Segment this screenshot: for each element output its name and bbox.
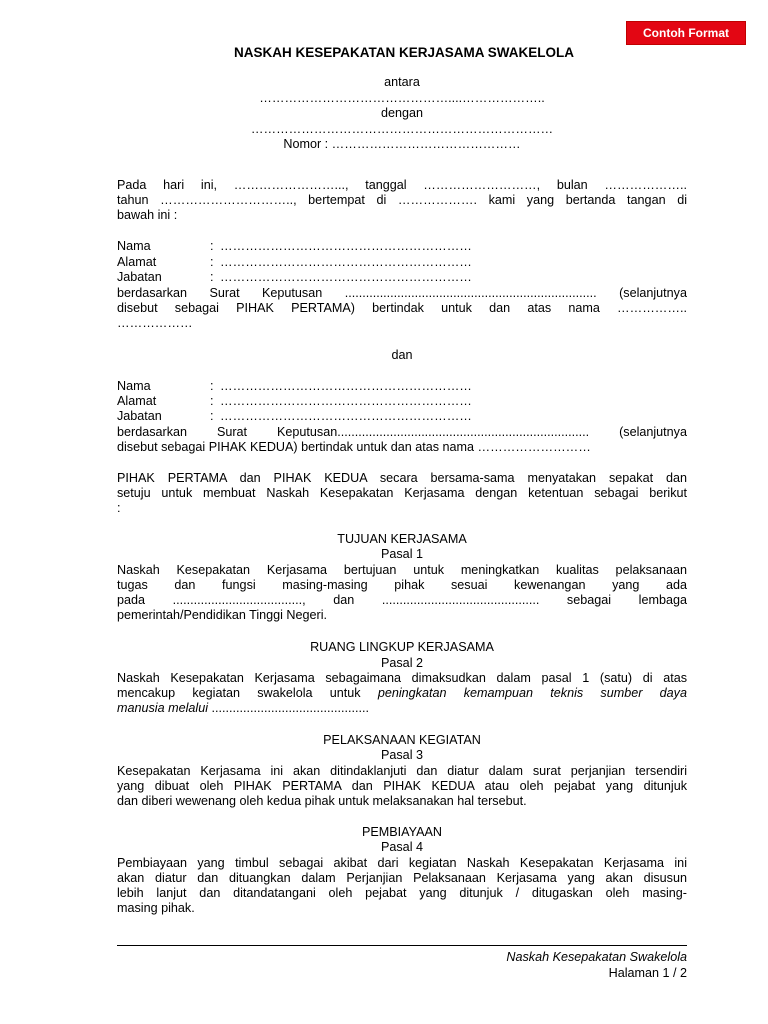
- party1-line: ………………: [117, 316, 193, 330]
- italic-text: peningkatan kemampuan teknis sumber daya: [377, 686, 687, 700]
- party2-jabatan-field: Jabatan : ……………………………………………………: [117, 409, 472, 423]
- party2-line: berdasarkan Surat Keputusan........................................................................ (selanjutnya: [117, 425, 687, 439]
- field-value: ……………………………………………………: [220, 255, 472, 269]
- party1-line: berdasarkan Surat Keputusan ........................................................................ (selanjutnya: [117, 286, 687, 300]
- field-label: Nama: [117, 379, 151, 393]
- body-text: mencakup kegiatan swakelola untuk: [117, 686, 378, 700]
- body-line: Pembiayaan yang timbul sebagai akibat dari kegiatan Naskah Kesepakatan Kerjasama ini: [117, 856, 687, 870]
- party1-paragraph: [117, 286, 687, 331]
- body-line: yang dibuat oleh PIHAK PERTAMA dan PIHAK KEDUA atau oleh pejabat yang ditunjuk: [117, 779, 687, 793]
- opening-paragraph: [117, 178, 687, 223]
- party2-nama-field: Nama : ……………………………………………………: [117, 379, 472, 393]
- party1-nama-field: Nama : ……………………………………………………: [117, 239, 472, 253]
- field-label: Nama: [117, 239, 151, 253]
- document-title: NASKAH KESEPAKATAN KERJASAMA SWAKELOLA: [233, 45, 574, 60]
- footer-divider: [117, 945, 687, 946]
- agreement-line: :: [117, 501, 121, 515]
- agreement-line: PIHAK PERTAMA dan PIHAK KEDUA secara bersama-sama menyatakan sepakat dan: [117, 471, 687, 485]
- pasal-label: Pasal 1: [380, 547, 423, 561]
- body-line: tugas dan fungsi masing-masing pihak sesuai kewenangan yang ada: [117, 578, 687, 592]
- party-one-blank: ………………………………………....………………..: [259, 91, 545, 105]
- body-line: pada ....................................., dan ............................................. sebagai lembaga: [117, 593, 687, 607]
- pasal-1-body: [117, 563, 687, 623]
- field-value: ……………………………………………………: [220, 409, 472, 423]
- body-line: dan diberi wewenang oleh kedua pihak untuk melaksanakan hal tersebut.: [117, 794, 527, 808]
- party2-line: disebut sebagai PIHAK KEDUA) bertindak untuk dan atas nama ………………………: [117, 440, 591, 454]
- opening-line: Pada hari ini, ……………………..., tanggal ………………………, bulan ………………..: [117, 178, 687, 192]
- section-heading: PEMBIAYAAN: [361, 825, 442, 839]
- party1-jabatan-field: Jabatan : ……………………………………………………: [117, 270, 472, 284]
- agreement-line: setuju untuk membuat Naskah Kesepakatan Kerjasama dengan ketentuan sebagai berikut: [117, 486, 687, 500]
- body-line: Naskah Kesepakatan Kerjasama bertujuan untuk meningkatkan kualitas pelaksanaan: [117, 563, 687, 577]
- field-label: Jabatan: [117, 409, 162, 423]
- section-heading: PELAKSANAAN KEGIATAN: [323, 733, 481, 747]
- body-line: [117, 686, 687, 701]
- pasal-2-body: [117, 671, 687, 716]
- party2-paragraph: [117, 425, 687, 455]
- agreement-paragraph: [117, 471, 687, 516]
- body-line: [117, 701, 687, 716]
- body-line: Kesepakatan Kerjasama ini akan ditindaklanjuti dan diatur dalam surat perjanjian tersendiri: [117, 764, 687, 778]
- body-line: akan diatur dan dituangkan dalam Perjanjian Pelaksanaan Kerjasama yang akan disusun: [117, 871, 687, 885]
- field-label: Alamat: [117, 394, 157, 408]
- body-line: Naskah Kesepakatan Kerjasama sebagaimana dimaksudkan dalam pasal 1 (satu) di atas: [117, 671, 687, 685]
- antara-text: antara: [384, 75, 420, 89]
- opening-line: tahun ………………………….., bertempat di ………………. kami yang bertanda tangan di: [117, 193, 687, 207]
- section-heading: RUANG LINGKUP KERJASAMA: [310, 640, 494, 654]
- section-heading: TUJUAN KERJASAMA: [337, 532, 467, 546]
- pasal-3-body: [117, 764, 687, 809]
- body-line: lebih lanjut dan ditandatangani oleh pejabat yang ditunjuk / ditugaskan oleh masing-: [117, 886, 687, 900]
- party1-line: disebut sebagai PIHAK PERTAMA) bertindak untuk dan atas nama ……………..: [117, 301, 687, 315]
- field-value: ……………………………………………………: [220, 270, 472, 284]
- dan-text: dan: [391, 348, 413, 362]
- pasal-label: Pasal 4: [380, 840, 423, 854]
- party2-alamat-field: Alamat : ……………………………………………………: [117, 394, 472, 408]
- body-line: pemerintah/Pendidikan Tinggi Negeri.: [117, 608, 328, 622]
- field-value: ……………………………………………………: [220, 379, 472, 393]
- contoh-format-badge: Contoh Format: [627, 22, 745, 44]
- field-label: Alamat: [117, 255, 157, 269]
- field-label: Jabatan: [117, 270, 162, 284]
- field-value: ……………………………………………………: [220, 394, 472, 408]
- footer-doc-name: Naskah Kesepakatan Swakelola: [506, 950, 687, 964]
- body-text: .............................................: [208, 701, 369, 715]
- italic-text: manusia melalui: [117, 701, 208, 715]
- footer-page-number: Halaman 1 / 2: [608, 966, 687, 980]
- body-line: masing pihak.: [117, 901, 195, 915]
- pasal-4-body: [117, 856, 687, 916]
- dengan-text: dengan: [380, 106, 424, 120]
- field-value: ……………………………………………………: [220, 239, 472, 253]
- nomor-line: Nomor : ………………………………………: [283, 137, 521, 151]
- party-two-blank: ………………………………………………………………: [250, 122, 554, 136]
- pasal-label: Pasal 3: [380, 748, 423, 762]
- party1-alamat-field: Alamat : ……………………………………………………: [117, 255, 472, 269]
- opening-line: bawah ini :: [117, 208, 178, 222]
- pasal-label: Pasal 2: [380, 656, 423, 670]
